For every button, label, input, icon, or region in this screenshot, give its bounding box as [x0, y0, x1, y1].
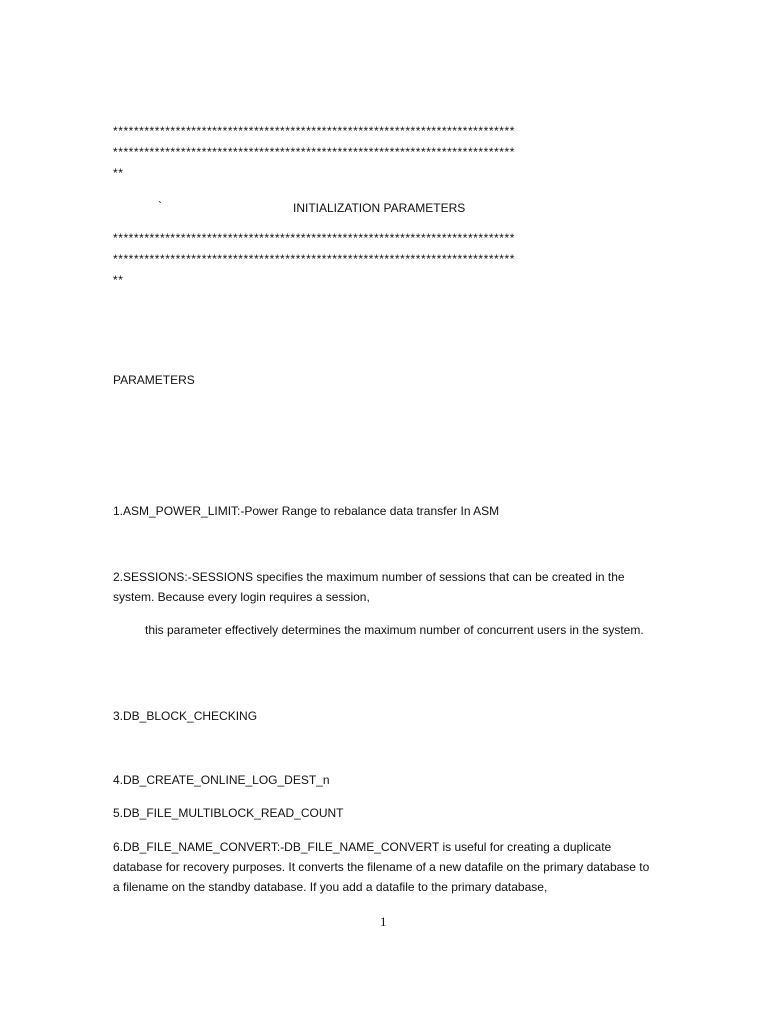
asterisk-rule: ***************************************************************************** — [113, 252, 515, 266]
asterisk-rule-tail: ** — [113, 273, 124, 287]
list-item: 6.DB_FILE_NAME_CONVERT:-DB_FILE_NAME_CONVERT is useful for creating a duplicate database for recovery purposes. It converts the filename of a new datafile on the primary database to a filename on the standby database. If you add a datafile to the primary database, — [113, 840, 650, 894]
list-item: 5.DB_FILE_MULTIBLOCK_READ_COUNT — [113, 806, 344, 820]
list-item: 3.DB_BLOCK_CHECKING — [113, 709, 258, 723]
asterisk-rule-tail: ** — [113, 166, 124, 180]
page-number: 1 — [380, 914, 387, 929]
stray-backtick: ` — [158, 199, 162, 213]
document-title: INITIALIZATION PARAMETERS — [293, 201, 466, 215]
asterisk-rule: ***************************************************************************** — [113, 231, 515, 245]
list-item: 1.ASM_POWER_LIMIT:-Power Range to rebalance data transfer In ASM — [113, 504, 500, 518]
list-item: 2.SESSIONS:-SESSIONS specifies the maximum number of sessions that can be created in the system. Because every login requires a session, — [113, 570, 625, 604]
asterisk-rule: ***************************************************************************** — [113, 124, 515, 138]
list-item-continuation: this parameter effectively determines the maximum number of concurrent users in the system. — [145, 623, 644, 637]
list-item: 4.DB_CREATE_ONLINE_LOG_DEST_n — [113, 773, 330, 787]
section-heading: PARAMETERS — [113, 373, 195, 387]
asterisk-rule: ***************************************************************************** — [113, 145, 515, 159]
